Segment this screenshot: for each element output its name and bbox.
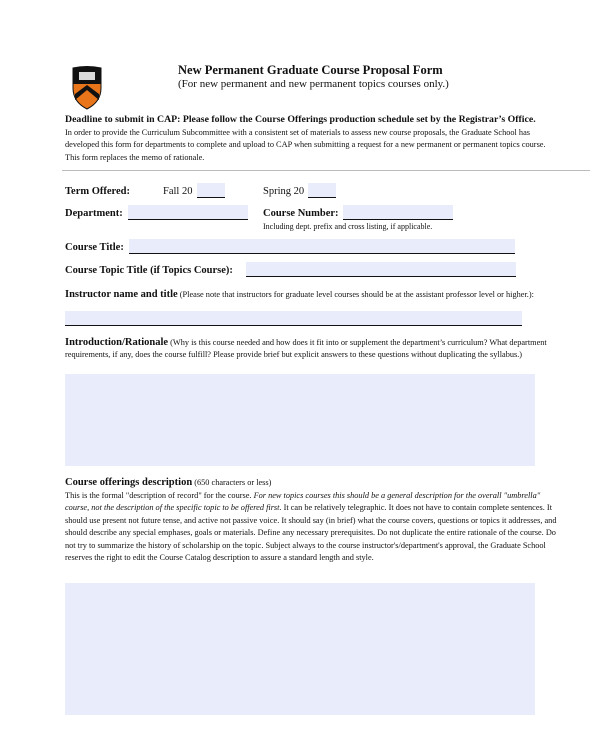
university-shield-logo <box>72 66 102 110</box>
description-text-2: It can be relatively telegraphic. It does not have to contain complete sentences. It should use present not future tense, and active not passive voice. It should say (in brief) what the course covers, questions or topics it addresses, and should describe any special emphases, goals or materials. Define any necessary prerequisites. Do not duplicate the entire rationale of the course. Do not try to summarize the history of scholarship on the topic. Subject always to the course instructor's/department's approval, the Graduate School reserves the right to edit the Course Catalog description to assure a standard length and style. <box>65 503 557 563</box>
instructor-field[interactable] <box>65 311 522 326</box>
fall-year-field[interactable] <box>197 183 225 198</box>
description-textbox[interactable] <box>65 583 535 715</box>
spring-label: Spring 20 <box>263 186 305 197</box>
form-subtitle: (For new permanent and new permanent topics courses only.) <box>178 78 449 90</box>
description-instructions <box>65 490 557 564</box>
course-title-field[interactable] <box>129 239 515 254</box>
description-text-italic: For new topics courses this should be a general description for the overall "umbrella" course, not the description of the specific topic to be offered first. <box>65 491 541 513</box>
course-number-field[interactable] <box>343 205 453 220</box>
form-title: New Permanent Graduate Course Proposal Form <box>178 63 443 77</box>
rationale-prompt <box>65 337 555 362</box>
description-heading <box>65 477 271 488</box>
instructor-note: (Please note that instructors for graduate level courses should be at the assistant professor level or higher.): <box>179 290 534 299</box>
instructor-prompt <box>65 288 555 301</box>
topic-title-label: Course Topic Title (if Topics Course): <box>65 265 233 276</box>
fall-label: Fall 20 <box>163 186 193 197</box>
deadline-notice: Deadline to submit in CAP: Please follow the Course Offerings production schedule set by the Registrar’s Office. <box>65 114 536 125</box>
course-title-label: Course Title: <box>65 242 124 253</box>
department-field[interactable] <box>128 205 248 220</box>
spring-year-field[interactable] <box>308 183 336 198</box>
rationale-label: Introduction/Rationale <box>65 337 169 348</box>
instructor-label: Instructor name and title <box>65 289 178 300</box>
rationale-textbox[interactable] <box>65 374 535 466</box>
course-number-label: Course Number: <box>263 208 339 219</box>
description-text-1: This is the formal "description of record" for the course. <box>65 491 254 500</box>
term-offered-label: Term Offered: <box>65 186 131 197</box>
divider <box>62 170 590 171</box>
description-limit: (650 characters or less) <box>194 478 272 487</box>
rationale-note: (Why is this course needed and how does it fit into or supplement the department’s curriculum? What department requirements, if any, does the course fulfill? Please provide brief but explicit answers to these questions without duplicating the syllabus.) <box>65 338 547 360</box>
intro-paragraph: In order to provide the Curriculum Subcommittee with a consistent set of materials to assess new course proposals, the Graduate School has developed this form for departments to complete and upload to CAP when submitting a request for a new permanent or permanent topics course. This form replaces the memo of rationale. <box>65 128 546 162</box>
description-label: Course offerings description <box>65 477 193 488</box>
topic-title-field[interactable] <box>246 262 516 277</box>
course-number-note: Including dept. prefix and cross listing, if applicable. <box>263 222 433 231</box>
department-label: Department: <box>65 208 123 219</box>
